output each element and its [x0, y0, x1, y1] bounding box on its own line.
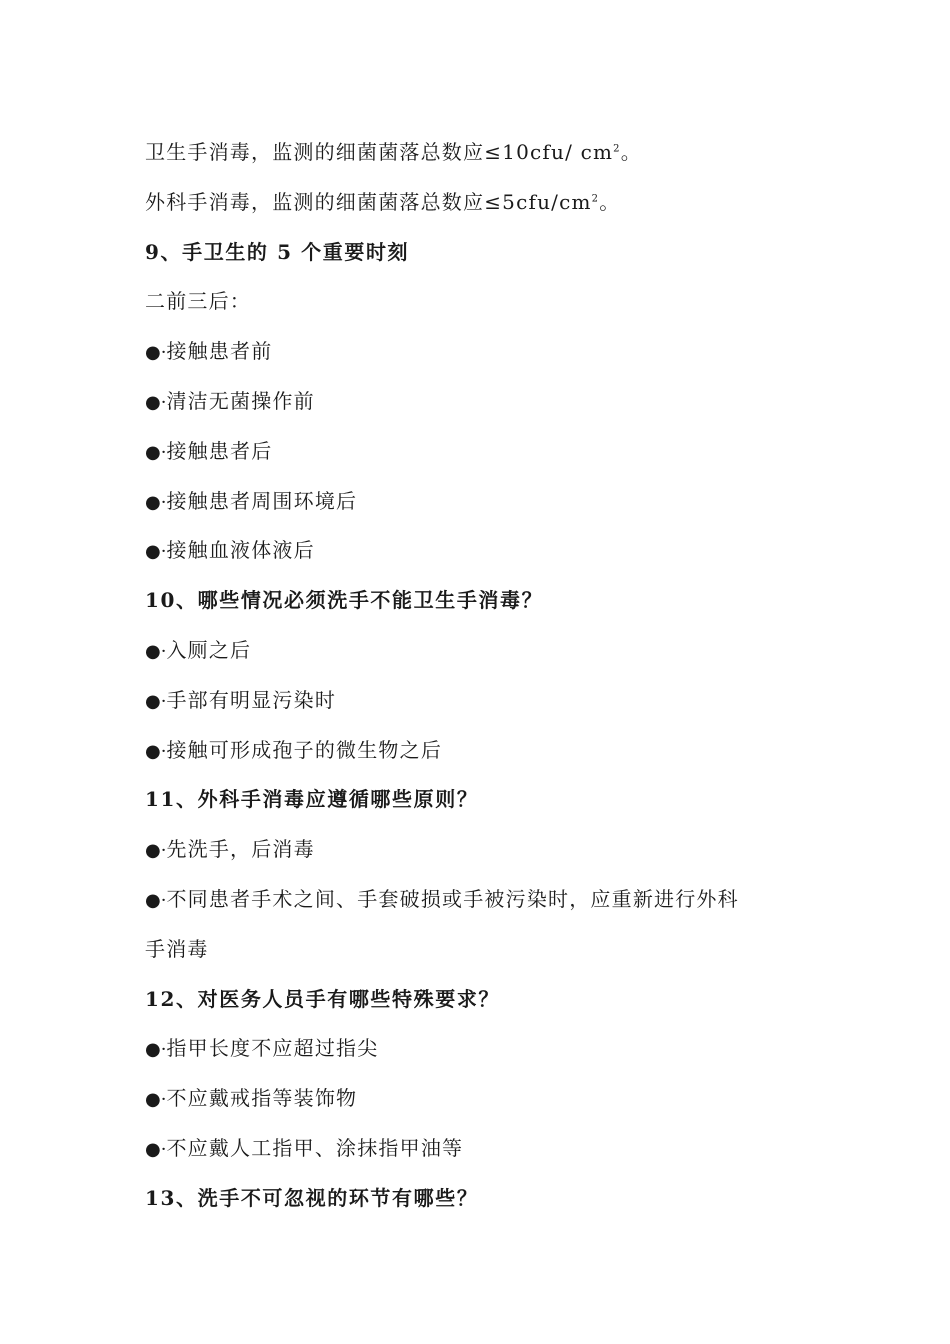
line-text: 不应戴人工指甲、涂抹指甲油等: [166, 1135, 464, 1160]
line-text: 不同患者手术之间、手套破损或手被污染时，应重新进行外科: [166, 886, 739, 911]
paragraph-line: [145, 128, 805, 178]
line-text: 接触患者周围环境后: [166, 488, 358, 513]
bullet-item: [145, 726, 805, 776]
line-text: 接触患者前: [166, 339, 273, 364]
bullet-icon: ●·: [145, 491, 167, 513]
bullet-item: [145, 676, 805, 726]
bullet-item: [145, 1124, 805, 1174]
line-tail: 。: [620, 140, 642, 164]
line-text: 二前三后：: [145, 289, 251, 314]
bullet-item: [145, 477, 805, 527]
bullet-icon: ●·: [145, 1089, 167, 1111]
bullet-item: [145, 377, 805, 427]
document-body: [145, 128, 805, 1224]
bullet-item: [145, 825, 805, 875]
bullet-item: [145, 875, 805, 925]
line-text: 13、洗手不可忽视的环节有哪些？: [145, 1185, 479, 1210]
bullet-item: [145, 327, 805, 377]
line-text: 指甲长度不应超过指尖: [166, 1036, 379, 1061]
bullet-icon: ●·: [145, 840, 167, 862]
section-heading: [145, 775, 805, 825]
bullet-icon: ●·: [145, 441, 167, 463]
line-text: 接触患者后: [166, 438, 273, 463]
line-text: 卫生手消毒，监测的细菌菌落总数应≤10cfu/ cm: [145, 140, 614, 164]
bullet-icon: ●·: [145, 640, 167, 662]
bullet-icon: ●·: [145, 541, 167, 563]
bullet-item: [145, 1074, 805, 1124]
paragraph-line: [145, 178, 805, 228]
bullet-icon: ●·: [145, 1138, 167, 1160]
bullet-item: [145, 427, 805, 477]
bullet-icon: ●·: [145, 1039, 167, 1061]
line-text: 12、对医务人员手有哪些特殊要求？: [145, 986, 501, 1011]
section-heading: [145, 1174, 805, 1224]
line-text: 先洗手，后消毒: [166, 837, 315, 862]
bullet-icon: ●·: [145, 889, 167, 911]
bullet-item: [145, 1024, 805, 1074]
line-text: 手消毒: [145, 936, 209, 961]
superscript: 2: [613, 143, 621, 155]
bullet-icon: ●·: [145, 391, 167, 413]
line-text: 不应戴戒指等装饰物: [166, 1086, 358, 1111]
section-heading: [145, 228, 805, 278]
bullet-icon: ●·: [145, 342, 167, 364]
bullet-icon: ●·: [145, 690, 167, 712]
section-heading: [145, 975, 805, 1025]
line-text: 入厕之后: [166, 637, 252, 662]
bullet-item: [145, 626, 805, 676]
superscript: 2: [591, 193, 600, 205]
line-text: 外科手消毒，监测的细菌菌落总数应≤5cfu/cm: [145, 189, 592, 214]
line-text: 9、手卫生的 5 个重要时刻: [145, 239, 410, 264]
bullet-icon: ●·: [145, 740, 167, 762]
bullet-item: [145, 526, 805, 576]
section-heading: [145, 576, 805, 626]
line-text: 清洁无菌操作前: [166, 388, 315, 413]
line-text: 手部有明显污染时: [166, 687, 337, 712]
line-text: 10、哪些情况必须洗手不能卫生手消毒？: [145, 588, 544, 613]
line-text: 接触血液体液后: [166, 538, 315, 563]
line-text: 11、外科手消毒应遵循哪些原则？: [145, 787, 479, 812]
paragraph-line: [145, 277, 805, 327]
line-tail: 。: [599, 189, 621, 214]
line-text: 接触可形成孢子的微生物之后: [166, 737, 443, 762]
paragraph-line: [145, 925, 805, 975]
